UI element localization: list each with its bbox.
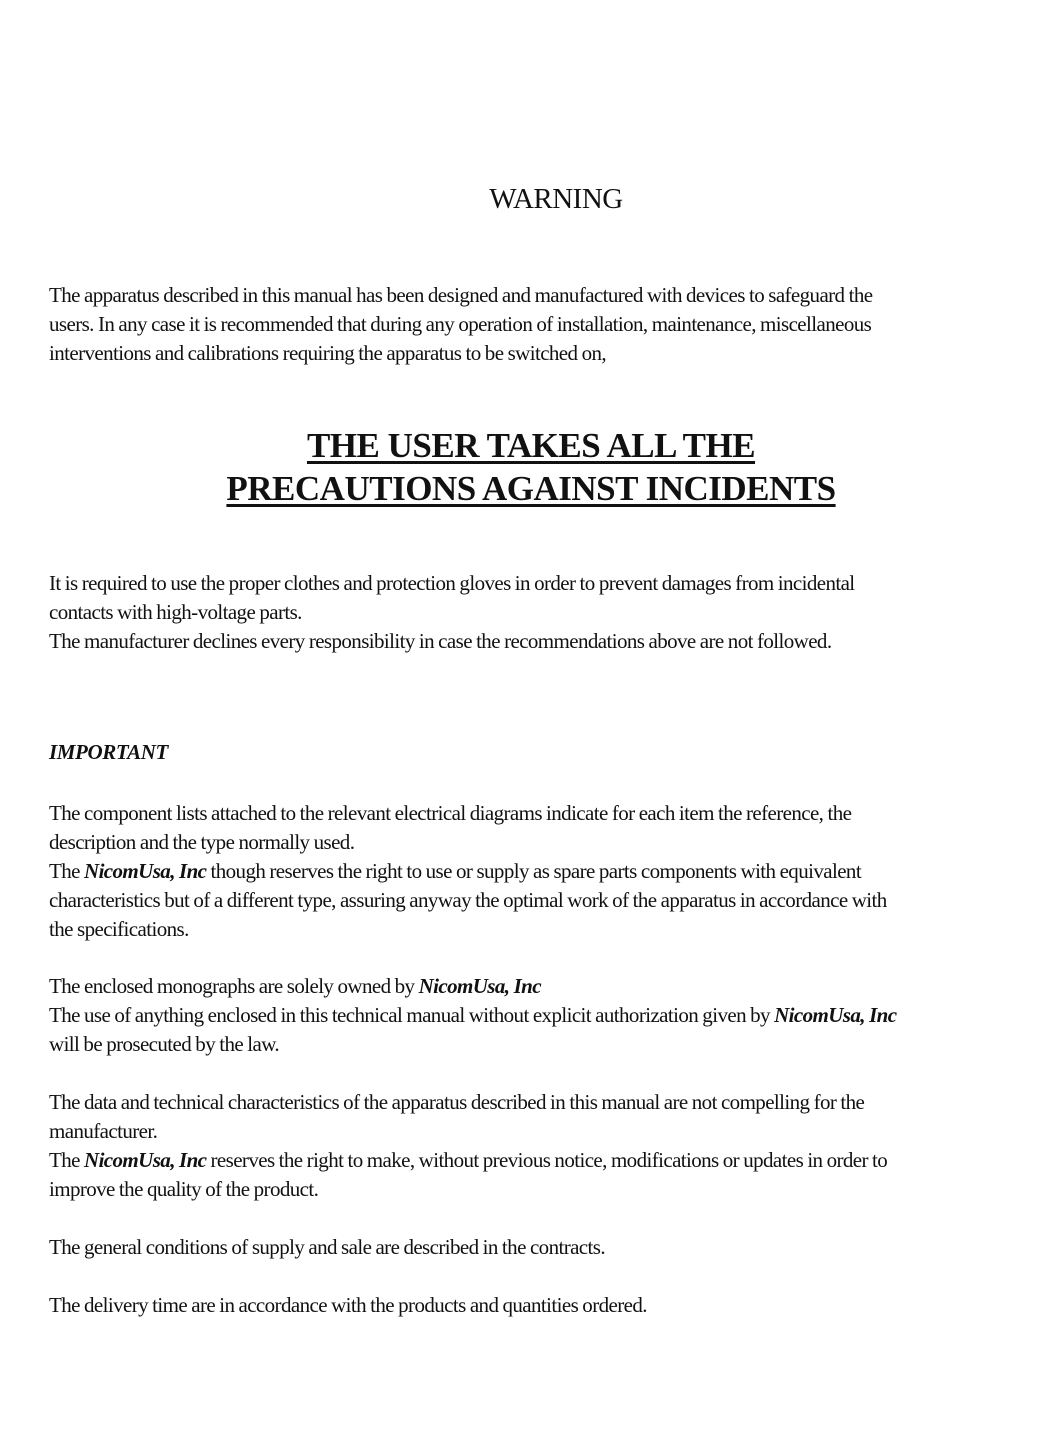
line-text: The (49, 1148, 84, 1172)
paragraph-line: interventions and calibrations requiring the apparatus to be switched on, (49, 341, 607, 365)
paragraph-line (49, 857, 1024, 886)
paragraph-line: contacts with high-voltage parts. (49, 600, 302, 624)
headline-line-2: PRECAUTIONS AGAINST INCIDENTS (226, 469, 836, 508)
paragraph-line: The apparatus described in this manual has been designed and manufactured with devices to safeguard the (49, 283, 873, 307)
precautions-headline (0, 424, 1062, 510)
ownership-paragraph (49, 972, 1024, 1059)
line-text: reserves the right to make, without previous notice, modifications or updates in order to (206, 1148, 888, 1172)
line-text: The enclosed monographs are solely owned by (49, 974, 419, 998)
paragraph-line: It is required to use the proper clothes and protection gloves in order to prevent damages from incidental (49, 571, 855, 595)
paragraph-line: will be prosecuted by the law. (49, 1032, 280, 1056)
brand-name: NicomUsa, Inc (774, 1003, 897, 1027)
brand-name: NicomUsa, Inc (418, 974, 541, 998)
paragraph-line: the specifications. (49, 917, 189, 941)
paragraph-line: The general conditions of supply and sale are described in the contracts. (49, 1235, 605, 1259)
important-heading: IMPORTANT (49, 740, 168, 764)
paragraph-line: users. In any case it is recommended that during any operation of installation, maintenance, miscellaneous (49, 312, 872, 336)
paragraph-line (49, 1146, 1024, 1175)
headline-line-1: THE USER TAKES ALL THE (306, 426, 756, 465)
paragraph-line: improve the quality of the product. (49, 1177, 319, 1201)
paragraph-line (49, 972, 1024, 1001)
delivery-paragraph (49, 1291, 1024, 1320)
components-paragraph (49, 799, 1024, 944)
line-text: though reserves the right to use or supply as spare parts components with equivalent (206, 859, 862, 883)
paragraph-line: The component lists attached to the relevant electrical diagrams indicate for each item the reference, the (49, 801, 852, 825)
paragraph-line: The data and technical characteristics of the apparatus described in this manual are not compelling for the (49, 1090, 865, 1114)
paragraph-line: manufacturer. (49, 1119, 158, 1143)
brand-name: NicomUsa, Inc (84, 859, 207, 883)
protection-paragraph (49, 569, 1024, 656)
brand-name: NicomUsa, Inc (84, 1148, 207, 1172)
line-text: The (49, 859, 84, 883)
paragraph-line: description and the type normally used. (49, 830, 355, 854)
warning-intro-paragraph (49, 281, 1024, 368)
data-paragraph (49, 1088, 1024, 1204)
paragraph-line: The manufacturer declines every responsibility in case the recommendations above are not followed. (49, 629, 832, 653)
paragraph-line: characteristics but of a different type, assuring anyway the optimal work of the apparatus in accordance with (49, 888, 887, 912)
line-text: The use of anything enclosed in this technical manual without explicit authorization given by (49, 1003, 775, 1027)
conditions-paragraph (49, 1233, 1024, 1262)
paragraph-line: The delivery time are in accordance with the products and quantities ordered. (49, 1293, 647, 1317)
warning-title: WARNING (489, 183, 623, 215)
paragraph-line (49, 1001, 1024, 1030)
